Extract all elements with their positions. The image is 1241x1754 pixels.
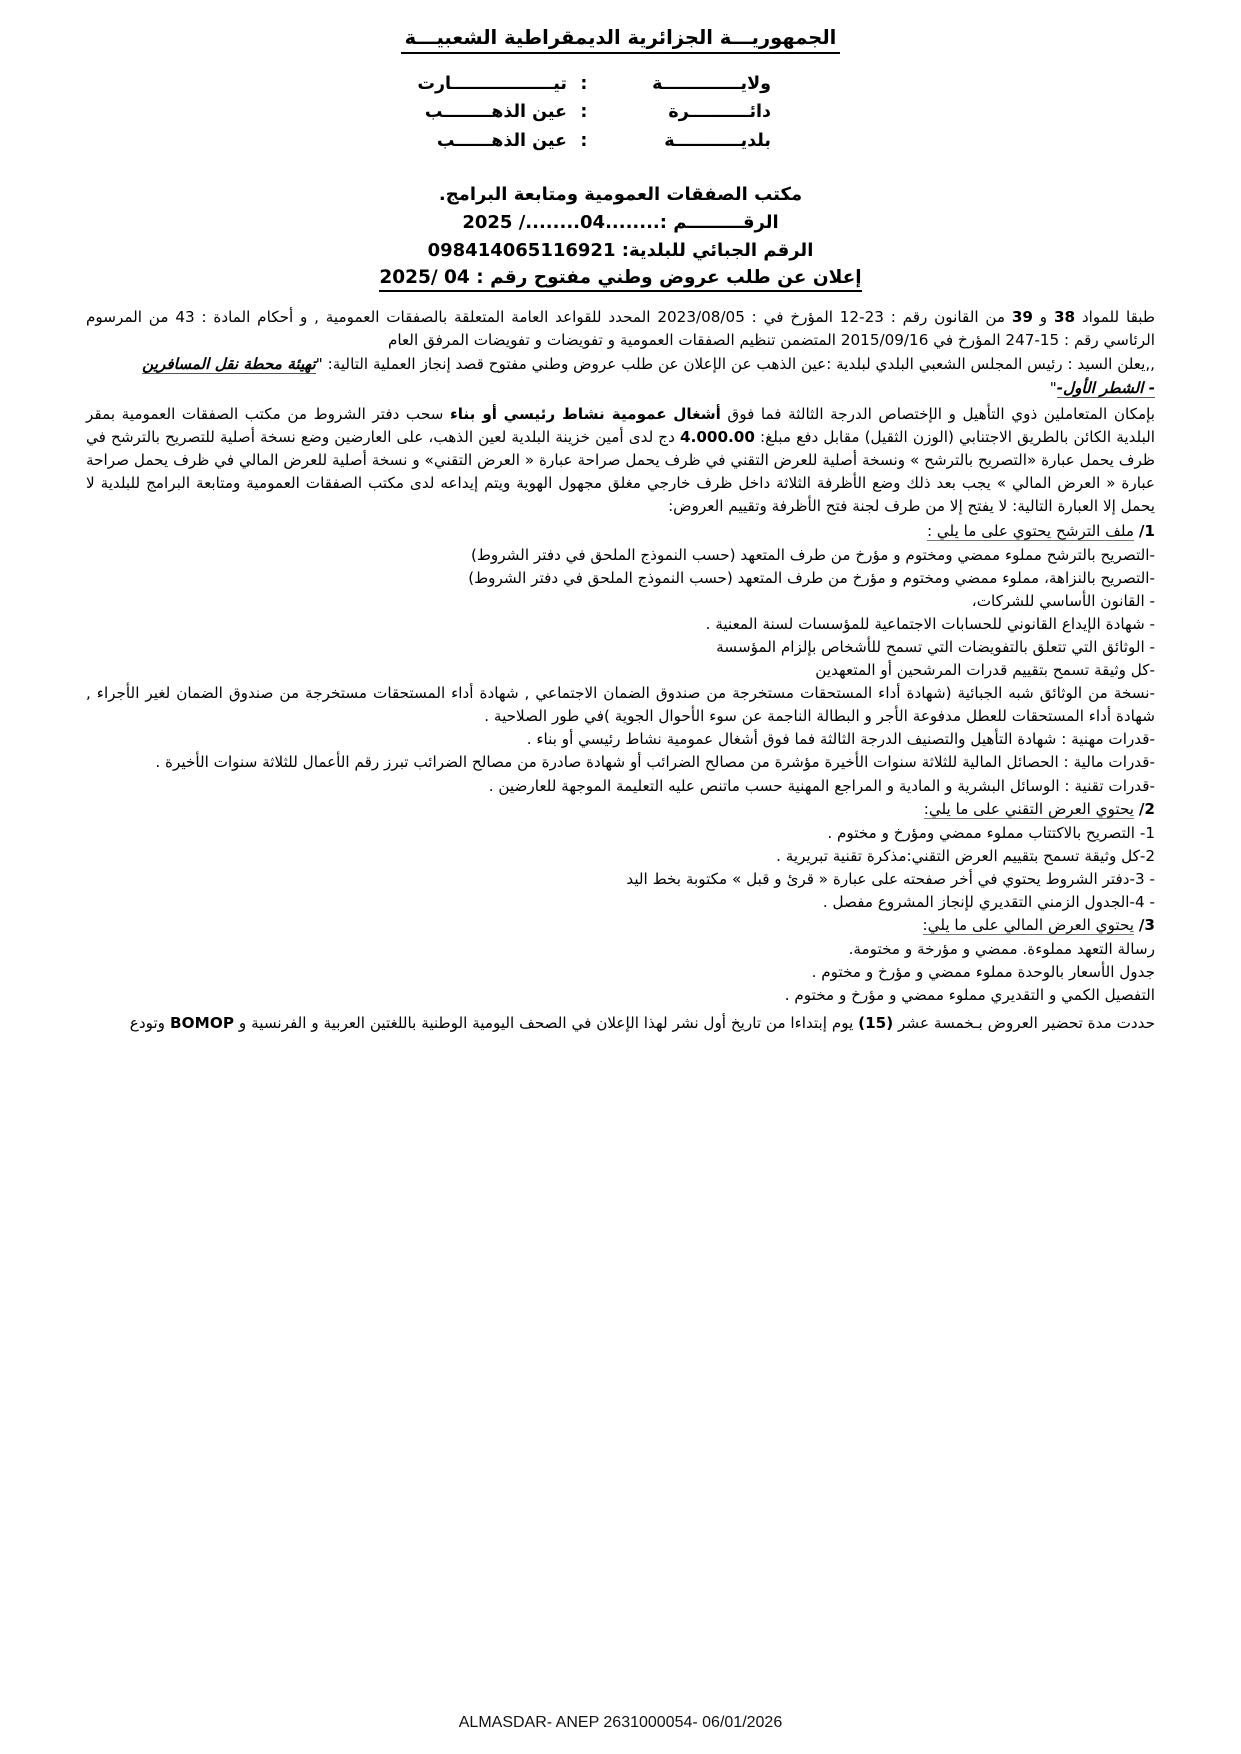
list-item: - القانون الأساسي للشركات، bbox=[971, 591, 1155, 610]
emphasis: أشغال bbox=[673, 405, 721, 424]
list-item: 1- التصريح بالاكتتاب مملوء ممضي ومؤرخ و مختوم . bbox=[827, 823, 1155, 842]
project-quote-close: " bbox=[1049, 378, 1057, 397]
project-quote-open: " bbox=[315, 354, 323, 373]
closing-paragraph: حددت مدة تحضير العروض بـخمسة عشر (15) يوم إبتداءا من تاريخ أول نشر لهذا الإعلان في الصحف اليومية الوطنية باللغتين العربية و الفرنسية و BOMOP وتودع bbox=[129, 1013, 1155, 1032]
office-block bbox=[86, 181, 1155, 265]
section3-items bbox=[86, 938, 1155, 1007]
list-item: -قدرات مالية : الحصائل المالية للثلاثة سنوات الأخيرة مؤشرة من مصالح الضرائب أو شهادة صادرة من مصالح الضرائب تبرز رقم الأعمال للثلاثة سنوات الأخيرة . bbox=[155, 753, 1155, 772]
emphasis: BOMOP bbox=[169, 1013, 235, 1032]
announcement-paragraph bbox=[86, 353, 1155, 376]
section1-items bbox=[86, 544, 1155, 798]
list-item: 2-كل وثيقة تسمح بتقييم العرض التقني:مذكرة تقنية تبريرية . bbox=[776, 846, 1155, 865]
list-item: -قدرات مهنية : شهادة التأهيل والتصنيف الدرجة الثالثة فما فوق أشغال عمومية نشاط رئيسي أو بناء . bbox=[526, 730, 1155, 749]
section2-items bbox=[86, 822, 1155, 914]
emphasis: 4.000.00 bbox=[680, 428, 755, 447]
section2-heading-text: يحتوي العرض التقني على ما يلي: bbox=[923, 799, 1135, 818]
section3-number: 3/ bbox=[1138, 916, 1155, 935]
list-item: - 4-الجدول الزمني التقديري لإنجاز المشروع مفصل . bbox=[822, 893, 1155, 912]
list-item: - الوثائق التي تتعلق بالتفويضات التي تسمح للأشخاص بإلزام المؤسسة bbox=[716, 638, 1155, 657]
list-item: -التصريح بالترشح مملوء ممضي ومختوم و مؤرخ من طرف المتعهد (حسب النموذج الملحق في دفتر الشروط) bbox=[470, 545, 1155, 564]
document-footer bbox=[0, 1714, 1241, 1732]
project-title: تهيئة محطة نقل المسافرين bbox=[142, 354, 316, 373]
admin-row-daira bbox=[86, 98, 1155, 126]
list-item: - 3-دفتر الشروط يحتوي في أخر صفحته على عبارة « قرئ و قبل » مكتوبة بخط اليد bbox=[626, 869, 1155, 888]
admin-row-commune bbox=[86, 127, 1155, 155]
project-lot: - الشطر الأول- bbox=[1056, 378, 1155, 397]
emphasis: عمومية نشاط رئيسي bbox=[503, 405, 667, 424]
emphasis: (15) bbox=[858, 1013, 894, 1032]
admin-label-commune: بلديـــــــــــة bbox=[664, 130, 771, 151]
section3-heading-text: يحتوي العرض المالي على ما يلي: bbox=[922, 916, 1135, 935]
list-item: التفصيل الكمي و التقديري مملوء ممضي و مؤرخ و مختوم . bbox=[784, 986, 1155, 1005]
section1-heading bbox=[86, 520, 1155, 543]
admin-value-commune: عين الذهــــــب bbox=[436, 130, 567, 151]
office-fiscal-number: الرقم الجبائي للبلدية: 098414065116921 bbox=[427, 239, 814, 261]
document-body bbox=[86, 306, 1155, 1035]
eligibility-paragraph bbox=[86, 403, 1155, 518]
admin-label-daira: دائــــــــــرة bbox=[668, 102, 771, 123]
administrative-header bbox=[86, 70, 1155, 155]
legal-basis-paragraph bbox=[86, 306, 1155, 352]
legal-basis-text: طبقا للمواد 38 و 39 من القانون رقم : 23-12 المؤرخ في : 2023/08/05 المحدد للقواعد العامة المتعلقة بالصفقات العمومية , و أحكام المادة : 43 من المرسوم الرئاسي رقم : 15-247 المؤرخ في 2015/09/16 المتضمن تنظيم الصفقات العمومية و تفويضات و تفويضات المرفق العام bbox=[86, 307, 1155, 349]
admin-colon-daira: : bbox=[580, 102, 588, 123]
announcement-text: يعلن السيد : رئيس المجلس الشعبي البلدي لبلدية :عين الذهب عن الإعلان عن طلب عروض وطني مفتوح قصد إنجاز العملية التالية: bbox=[322, 354, 1146, 373]
section1-number: 1/ bbox=[1138, 521, 1155, 540]
admin-colon-wilaya: : bbox=[580, 74, 588, 94]
list-item: جدول الأسعار بالوحدة مملوء ممضي و مؤرخ و مختوم . bbox=[811, 963, 1155, 982]
list-item: -كل وثيقة تسمح بتقييم قدرات المرشحين أو المتعهدين bbox=[815, 661, 1155, 680]
admin-colon-commune: : bbox=[580, 130, 588, 151]
list-item: -نسخة من الوثائق شبه الجبائية (شهادة أداء المستحقات مستخرجة من صندوق الضمان الاجتماعي , شهادة أداء المستحقات مستخرجة من صندوق الضمان لغير الأجراء , شهادة أداء المستحقات للعطل مدفوعة الأجر و البطالة الناجمة عن سوء الأحوال الجوية )في طور الصلاحية . bbox=[86, 684, 1155, 726]
admin-label-wilaya: ولايـــــــــــــة bbox=[652, 74, 771, 94]
section2-heading bbox=[86, 798, 1155, 821]
project-lot-line bbox=[86, 377, 1155, 400]
list-item: - شهادة الإيداع القانوني للحسابات الاجتماعية للمؤسسات لسنة المعنية . bbox=[705, 614, 1155, 633]
admin-value-daira: عين الذهــــــــب bbox=[424, 102, 567, 123]
section1-heading-text: ملف الترشح يحتوي على ما يلي : bbox=[926, 521, 1135, 540]
list-item: رسالة التعهد مملوءة. ممضي و مؤرخة و مختومة. bbox=[848, 940, 1155, 959]
section3-heading bbox=[86, 914, 1155, 937]
office-name: مكتب الصفقات العمومية ومتابعة البرامج. bbox=[438, 184, 803, 206]
tender-announcement-title-text: إعلان عن طلب عروض وطني مفتوح رقم : 04 /2025 bbox=[379, 267, 861, 292]
list-item: -قدرات تقنية : الوسائل البشرية و المادية و المراجع المهنية حسب ماتنص عليه التعليمة الموجهة للعارضين . bbox=[488, 776, 1155, 795]
republic-header-text: الجمهوريـــة الجزائرية الديمقراطية الشعبيـــة bbox=[401, 26, 841, 54]
list-item: -التصريح بالنزاهة، مملوء ممضي ومختوم و مؤرخ من طرف المتعهد (حسب النموذج الملحق في دفتر الشروط) bbox=[468, 568, 1155, 587]
admin-value-wilaya: تيـــــــــــــــــارت bbox=[417, 74, 567, 94]
emphasis: أو بناء bbox=[449, 405, 498, 424]
section2-number: 2/ bbox=[1138, 799, 1155, 818]
admin-row-wilaya bbox=[86, 70, 1155, 98]
anep-reference: ALMASDAR- ANEP 2631000054- 06/01/2026 bbox=[458, 1714, 783, 1731]
announcement-prefix: ,, bbox=[1145, 354, 1155, 373]
office-reference-number: الرقـــــــــم :........04......../ 2025 bbox=[462, 211, 779, 233]
emphasis: 38 bbox=[1053, 307, 1076, 326]
republic-header bbox=[86, 26, 1155, 56]
eligibility-text: بإمكان المتعاملين ذوي التأهيل و الإختصاص الدرجة الثالثة فما فوق أشغال عمومية نشاط رئيسي أو بناء سحب دفتر الشروط من مكتب الصفقات العمومية بمقر البلدية الكائن بالطريق الاجتنابي (الوزن الثقيل) مقابل دفع مبلغ: 4.000.00 دج لدى أمين خزينة البلدية لعين الذهب، على العارضين وضع نسخة أصلية للتصريح بالترشح في ظرف يحمل عبارة «التصريح بالترشح » ونسخة أصلية للعرض التقني في ظرف يحمل صراحة عبارة « العرض التقني» و نسخة أصلية للعرض المالي في ظرف يحمل صراحة عبارة « العرض المالي » يجب بعد ذلك وضع الأظرفة الثلاثة داخل ظرف خارجي مغلق مجهول الهوية ويتم إيداعه لدى مكتب الصفقات العمومية ومتابعة البرامج للبلدية لا يحمل إلا العبارة التالية: لا يفتح إلا من طرف لجنة فتح الأظرفة وتقييم العروض: bbox=[86, 405, 1155, 516]
tender-announcement-title bbox=[86, 267, 1155, 292]
emphasis: 39 bbox=[1011, 307, 1033, 326]
